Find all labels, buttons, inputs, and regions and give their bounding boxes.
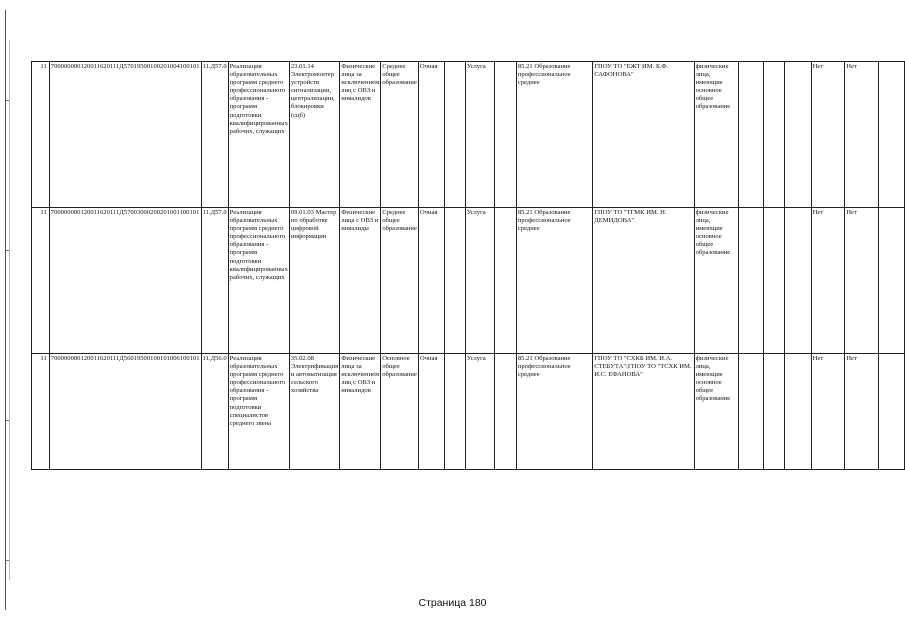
student-category: Физические лица за исключением лиц с ОВЗ и инвалидов [340, 354, 381, 470]
flag-no: Нет [845, 354, 879, 470]
flag-no: Нет [845, 62, 879, 208]
flag-no: Нет [845, 208, 879, 354]
empty-cell [785, 208, 812, 354]
study-form: Очная [418, 62, 445, 208]
empty-cell [764, 208, 785, 354]
registry-code: 700000000120011620111Д57019500100201004100101 [49, 62, 201, 208]
service-type: Услуга [465, 208, 494, 354]
student-category: Физические лица с ОВЗ и инвалиды [340, 208, 381, 354]
empty-cell [738, 62, 763, 208]
specialty: 09.01.03 Мастер по обработке цифровой информации [289, 208, 339, 354]
base-education: Среднее общее образование [381, 62, 419, 208]
row-number: 11 [32, 354, 50, 470]
flag-no: Нет [811, 62, 845, 208]
okved: 85.21 Образование профессиональное среднее [516, 354, 592, 470]
study-form: Очная [418, 354, 445, 470]
scan-mark [6, 420, 9, 421]
empty-cell [785, 62, 812, 208]
scan-edge-shadow [9, 40, 10, 580]
service-name: Реализация образовательных программ среднего профессионального образования - программ подготовки квалифицированных рабочих, служащих [228, 62, 289, 208]
row-number: 11 [32, 62, 50, 208]
page-number: Страница 180 [418, 597, 487, 609]
service-code: 11.Д56.0 [201, 354, 228, 470]
okved: 85.21 Образование профессиональное среднее [516, 62, 592, 208]
row-number: 11 [32, 208, 50, 354]
student-category: Физические лица за исключением лиц с ОВЗ и инвалидов [340, 62, 381, 208]
empty-cell [494, 62, 516, 208]
institution: ГПОУ ТО "СХКБ ИМ. И.А. СТЕБУТА";ГПОУ ТО "ТСХК ИМ. И.С. ЕФАНОВА" [593, 354, 694, 470]
empty-cell [878, 62, 904, 208]
empty-cell [445, 62, 465, 208]
specialty: 35.02.08 Электрификация и автоматизация сельского хозяйства [289, 354, 339, 470]
service-type: Услуга [465, 62, 494, 208]
empty-cell [878, 354, 904, 470]
empty-cell [785, 354, 812, 470]
empty-cell [878, 208, 904, 354]
flag-no: Нет [811, 208, 845, 354]
consumer-category: физические лица, имеющие основное общее образование [694, 354, 738, 470]
empty-cell [738, 208, 763, 354]
empty-cell [764, 62, 785, 208]
table-row [32, 62, 905, 208]
service-code: 11.Д57.0 [201, 62, 228, 208]
base-education: Среднее общее образование [381, 208, 419, 354]
registry-code: 700000000120011620111Д57003000200201001100101 [49, 208, 201, 354]
empty-cell [738, 354, 763, 470]
service-name: Реализация образовательных программ среднего профессионального образования - программ подготовки квалифицированных рабочих, служащих [228, 208, 289, 354]
flag-no: Нет [811, 354, 845, 470]
consumer-category: физические лица, имеющие основное общее образование [694, 62, 738, 208]
empty-cell [494, 208, 516, 354]
scan-mark [6, 250, 9, 251]
empty-cell [764, 354, 785, 470]
empty-cell [445, 354, 465, 470]
empty-cell [494, 354, 516, 470]
specialty: 23.01.14 Электромонтер устройств сигнализации, централизации, блокировки (сцб) [289, 62, 339, 208]
empty-cell [445, 208, 465, 354]
registry-table [31, 61, 905, 470]
service-name: Реализация образовательных программ среднего профессионального образования - программ подготовки специалистов среднего звена [228, 354, 289, 470]
institution: ГПОУ ТО "ТГМК ИМ. Н. ДЕМИДОВА" [593, 208, 694, 354]
table-row [32, 354, 905, 470]
okved: 85.21 Образование профессиональное среднее [516, 208, 592, 354]
institution: ГПОУ ТО "ЕЖТ ИМ. Б.Ф. САФОНОВА" [593, 62, 694, 208]
scan-mark [6, 560, 9, 561]
service-code: 11.Д57.0 [201, 208, 228, 354]
study-form: Очная [418, 208, 445, 354]
consumer-category: физические лица, имеющие основное общее образование [694, 208, 738, 354]
table-row [32, 208, 905, 354]
scan-mark [6, 100, 9, 101]
registry-code: 700000000120011620111Д56019500100101006100101 [49, 354, 201, 470]
base-education: Основное общее образование [381, 354, 419, 470]
service-type: Услуга [465, 354, 494, 470]
